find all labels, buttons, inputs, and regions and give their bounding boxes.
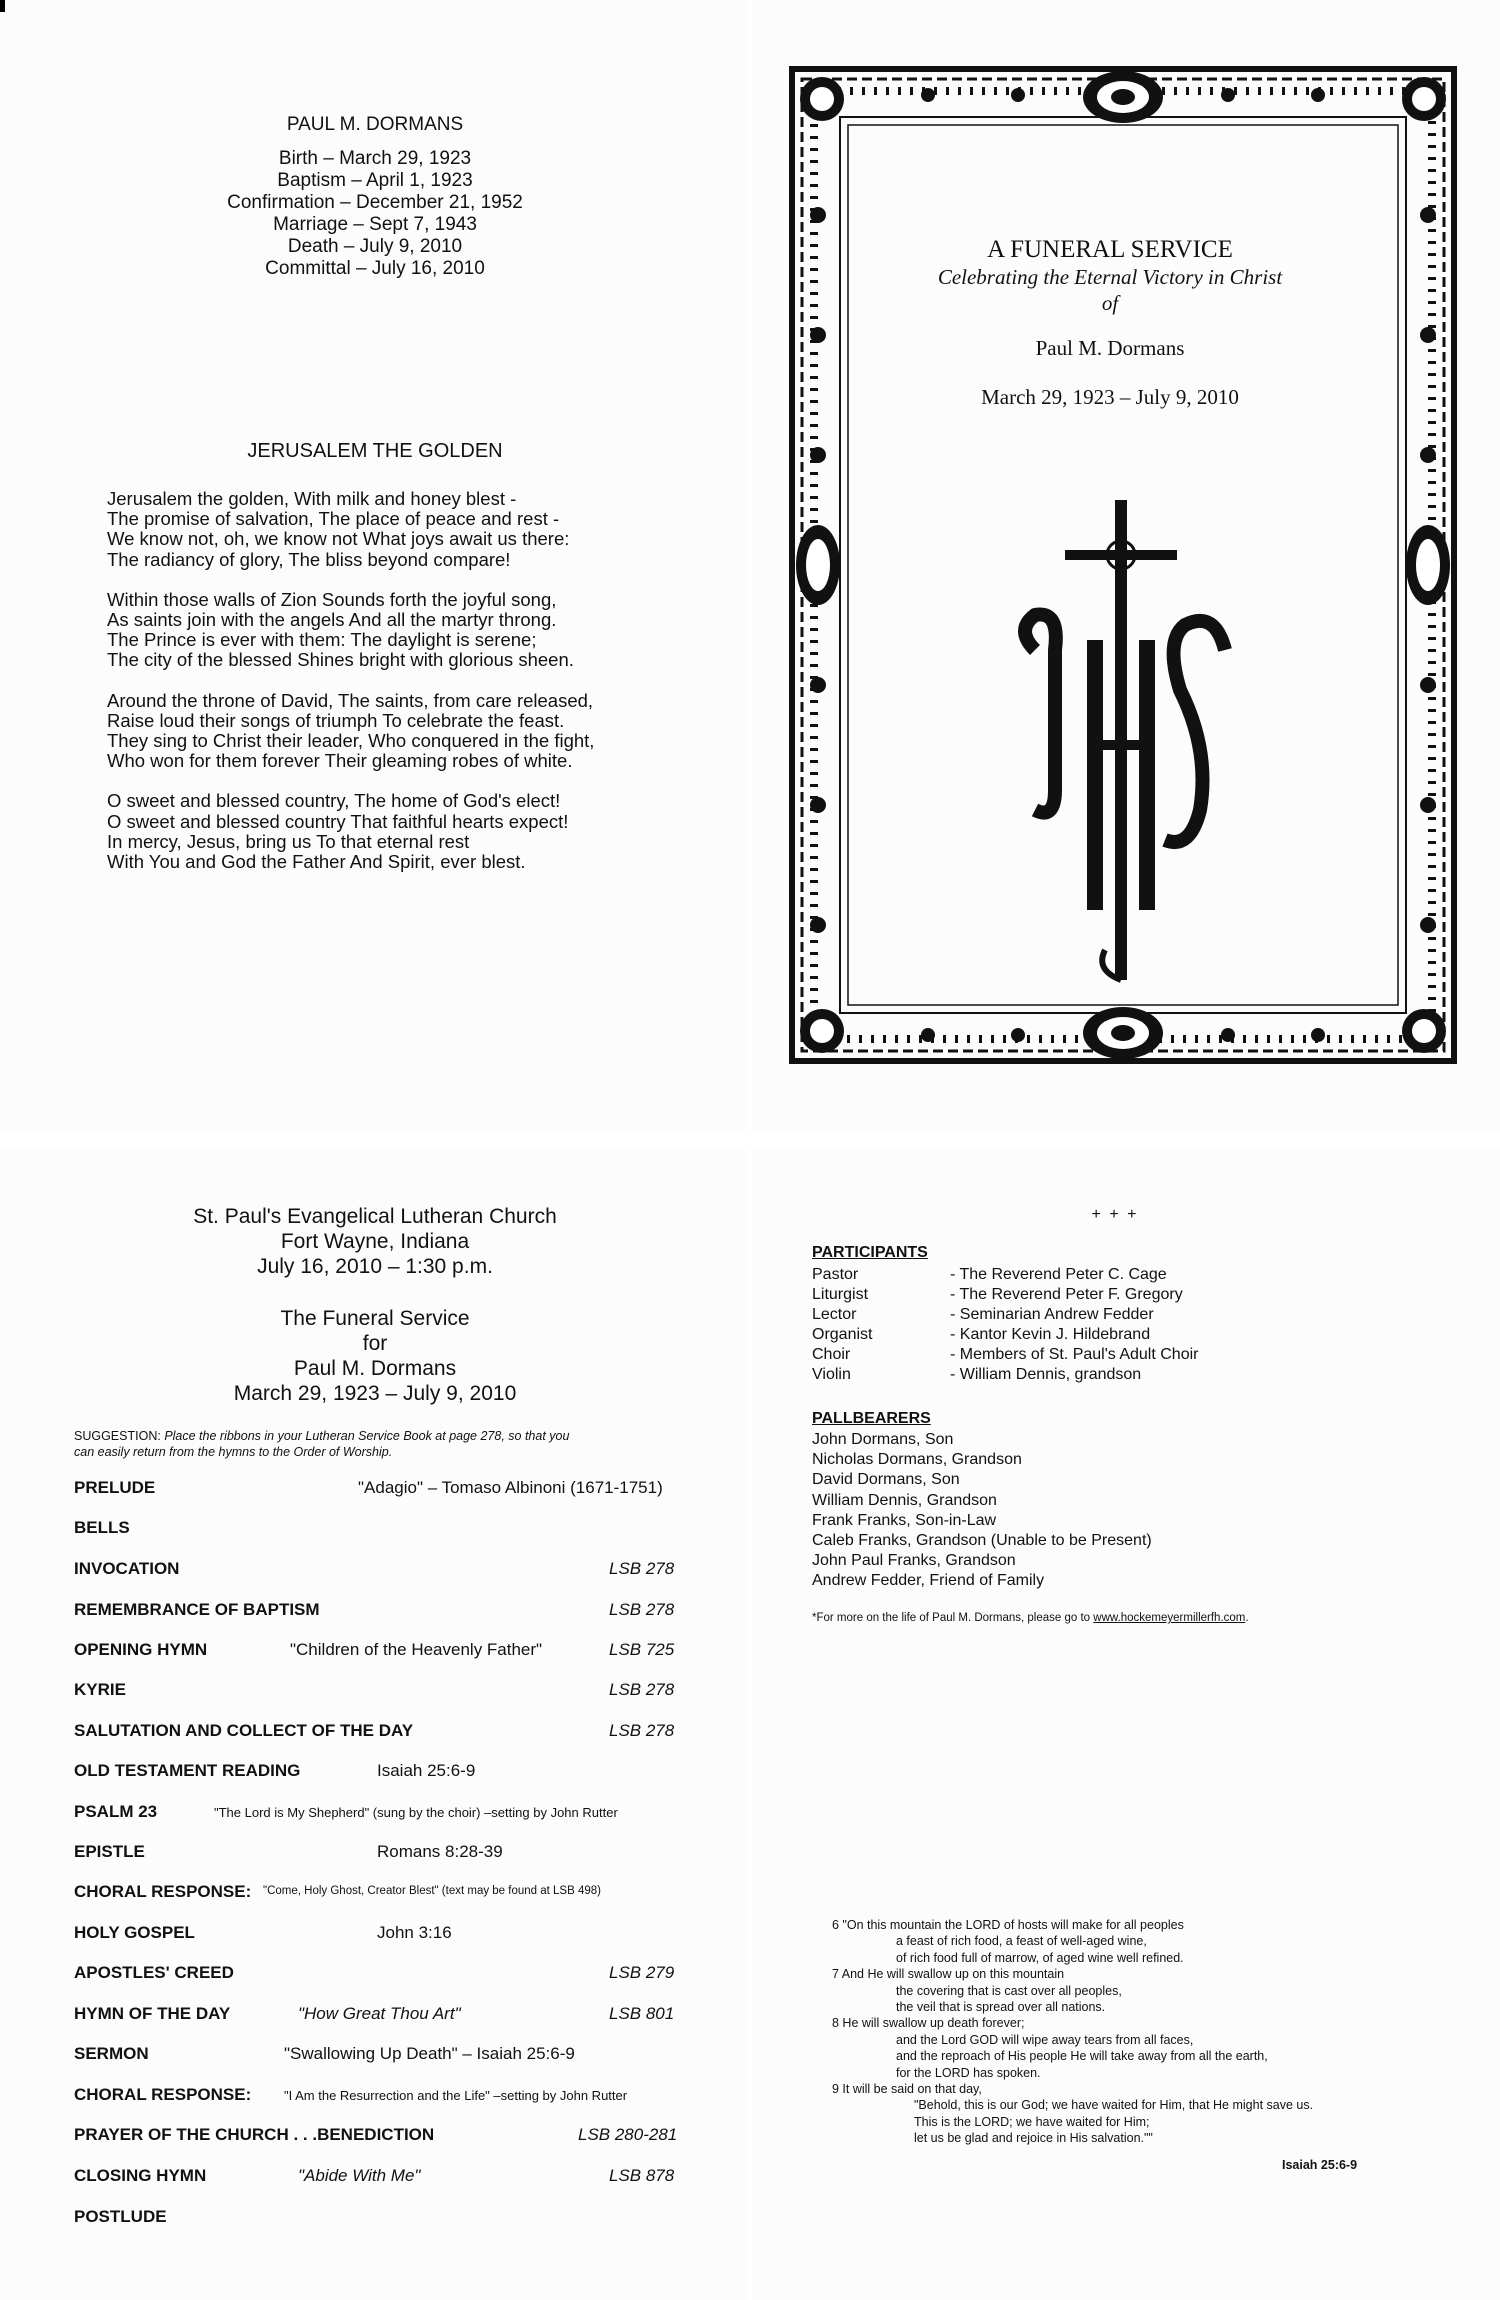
order-item [74,2166,684,2192]
scripture-reference: Isaiah 25:6-9 [1282,2158,1358,2172]
participant-role: Pastor [812,1266,859,1283]
hymn-stanza [107,489,707,570]
church-header [160,1204,590,1279]
hymn-text [107,489,707,872]
order-item [74,1923,684,1949]
order-detail: "Come, Holy Ghost, Creator Blest" (text may be found at LSB 498) [263,1885,601,1897]
order-item [74,1761,684,1787]
hymn-line: The city of the blessed Shines bright with glorious sheen. [107,649,574,671]
cover-text [880,236,1340,410]
hymn-line: Around the throne of David, The saints, from care released, [107,689,594,711]
top-left-mark [0,0,5,12]
hymn-line: With You and God the Father And Spirit, ever blest. [107,851,526,873]
order-label: OPENING HYMN [74,1640,208,1659]
order-item [74,1882,684,1908]
pallbearer-item: David Dormans, Son [812,1471,960,1489]
suggestion-note [74,1428,694,1460]
order-detail: John 3:16 [377,1923,452,1942]
cover-subtitle: Celebrating the Eternal Victory in Christ [937,265,1283,289]
order-detail: Romans 8:28-39 [377,1842,503,1861]
obituary-block [175,114,575,280]
order-ref: LSB 725 [609,1640,675,1659]
order-item [74,2207,684,2233]
cover-name: Paul M. Dormans [1035,336,1185,360]
cover-dates: March 29, 1923 – July 9, 2010 [981,385,1239,409]
obituary-date-line: Death – July 9, 2010 [287,236,463,257]
suggestion-label: SUGGESTION: [74,1429,161,1443]
service-name: Paul M. Dormans [293,1357,457,1380]
order-label: CLOSING HYMN [74,2166,207,2185]
scripture-line: the veil that is spread over all nations. [896,2000,1106,2015]
ihs-monogram-icon [995,490,1245,990]
suggestion-text: Place the ribbons in your Lutheran Service Book at page 278, so that you [164,1429,570,1443]
hymn-line: The Prince is ever with them: The daylight is serene; [107,629,537,651]
obituary-date-line: Confirmation – December 21, 1952 [227,192,523,213]
order-ref: LSB 278 [609,1600,675,1619]
order-item [74,2044,684,2070]
order-ref: LSB 278 [609,1559,675,1578]
order-label: PRAYER OF THE CHURCH . . .BENEDICTION [74,2125,435,2144]
service-title-block [160,1306,590,1406]
participant-name: - Seminarian Andrew Fedder [950,1306,1154,1323]
order-item [74,2085,684,2111]
order-detail: "Adagio" – Tomaso Albinoni (1671-1751) [358,1478,663,1497]
order-label: INVOCATION [74,1559,180,1578]
pallbearer-item: Caleb Franks, Grandson (Unable to be Present) [812,1532,1152,1550]
order-label: BELLS [74,1518,130,1537]
order-ref: LSB 279 [609,1963,675,1982]
hymn-line: Raise loud their songs of triumph To celebrate the feast. [107,709,565,731]
order-ref: LSB 278 [609,1721,675,1740]
scripture-line: the covering that is cast over all peoples, [896,1983,1122,1998]
more-info-note: *For more on the life of Paul M. Dormans, please go to www.hockemeyermillerfh.com. [812,1612,1249,1624]
scripture-line: This is the LORD; we have waited for Him; [914,2114,1150,2129]
pallbearer-item: Frank Franks, Son-in-Law [812,1511,997,1529]
order-ref: LSB 878 [609,2166,675,2185]
order-label: CHORAL RESPONSE: [74,1882,252,1901]
participant-role: Violin [812,1366,851,1383]
hymn-line: O sweet and blessed country, The home of God's elect! [107,790,561,812]
scripture-line: and the Lord GOD will wipe away tears from all faces, [896,2032,1194,2047]
cover-of: of [1101,291,1119,315]
obituary-date-line: Committal – July 16, 2010 [265,258,485,279]
hymn-line: O sweet and blessed country That faithful hearts expect! [107,810,569,832]
service-for: for [362,1332,388,1355]
order-item [74,1518,684,1544]
obituary-date-line: Marriage – Sept 7, 1943 [273,214,477,235]
pallbearer-item: Nicholas Dormans, Grandson [812,1451,1022,1469]
order-detail: "I Am the Resurrection and the Life" –setting by John Rutter [284,2088,628,2103]
scripture-line: and the reproach of His people He will take away from all the earth, [896,2049,1268,2064]
hymn-line: In mercy, Jesus, bring us To that eternal rest [107,830,470,852]
order-item [74,1640,684,1666]
pallbearer-item: John Paul Franks, Grandson [812,1552,1016,1570]
order-item [74,1721,684,1747]
hymn-line: The promise of salvation, The place of peace and rest - [107,508,560,530]
order-item [74,1680,684,1706]
scripture-line: a feast of rich food, a feast of well-aged wine, [896,1934,1147,1949]
order-item [74,2125,684,2151]
hymn-line: We know not, oh, we know not What joys await us there: [107,528,570,550]
order-label: REMEMBRANCE OF BAPTISM [74,1600,320,1619]
hymn-line: They sing to Christ their leader, Who conquered in the fight, [107,730,595,752]
participant-name: - Members of St. Paul's Adult Choir [950,1346,1199,1363]
pallbearer-item: Andrew Fedder, Friend of Family [812,1572,1045,1590]
scripture-line: 7 And He will swallow up on this mountain [832,1967,1065,1982]
obituary-name: PAUL M. DORMANS [286,114,464,135]
church-location: Fort Wayne, Indiana [280,1230,470,1253]
participant-role: Organist [812,1326,873,1343]
crosses-ornament: + + + [1091,1206,1139,1223]
scripture-passage [832,1917,1313,2147]
scripture-line: for the LORD has spoken. [896,2065,1041,2080]
order-detail: "How Great Thou Art" [298,2004,461,2023]
order-detail: "Children of the Heavenly Father" [290,1640,543,1659]
participant-name: - The Reverend Peter C. Cage [950,1266,1167,1283]
hymn-line: Jerusalem the golden, With milk and honey blest - [107,488,517,509]
order-ref: LSB 801 [609,2004,675,2023]
order-label: SALUTATION AND COLLECT OF THE DAY [74,1721,414,1740]
order-detail: Isaiah 25:6-9 [377,1761,476,1780]
order-item [74,1559,684,1585]
obituary-date-line: Birth – March 29, 1923 [278,148,472,169]
pallbearer-item: John Dormans, Son [812,1431,954,1448]
more-info-link[interactable]: www.hockemeyermillerfh.com [1093,1612,1246,1624]
order-label: PSALM 23 [74,1802,158,1821]
hymn-line: The radiancy of glory, The bliss beyond compare! [107,548,511,570]
order-label: POSTLUDE [74,2207,167,2226]
service-dates: March 29, 1923 – July 9, 2010 [233,1382,517,1405]
order-label: CHORAL RESPONSE: [74,2085,252,2104]
participant-name: - The Reverend Peter F. Gregory [950,1286,1183,1303]
hymn-title: JERUSALEM THE GOLDEN [247,440,503,462]
order-label: HYMN OF THE DAY [74,2004,231,2023]
order-detail: "Swallowing Up Death" – Isaiah 25:6-9 [284,2044,575,2063]
participant-name: - Kantor Kevin J. Hildebrand [950,1326,1151,1343]
participant-name: - William Dennis, grandson [950,1366,1142,1383]
order-item [74,1963,684,1989]
hymn-line: Who won for them forever Their gleaming robes of white. [107,750,573,772]
hymn-stanza [107,791,707,872]
scripture-line: 6 "On this mountain the LORD of hosts will make for all peoples [832,1918,1184,1932]
service-datetime: July 16, 2010 – 1:30 p.m. [257,1255,493,1278]
order-label: KYRIE [74,1680,126,1699]
order-ref: LSB 278 [609,1680,675,1699]
scripture-line: 8 He will swallow up death forever; [832,2016,1025,2031]
order-detail: "The Lord is My Shepherd" (sung by the choir) –setting by John Rutter [214,1805,618,1820]
participant-role: Lector [812,1306,857,1323]
order-item [74,1600,684,1626]
order-label: OLD TESTAMENT READING [74,1761,301,1780]
participant-role: Liturgist [812,1286,869,1303]
suggestion-text: can easily return from the hymns to the Order of Worship. [74,1445,393,1459]
hymn-stanza [107,691,707,772]
participants-heading: PARTICIPANTS [812,1244,928,1261]
cover-title: A FUNERAL SERVICE [987,236,1233,263]
order-label: EPISTLE [74,1842,145,1861]
pallbearers-heading: PALLBEARERS [812,1410,931,1427]
order-item [74,2004,684,2030]
more-info-text: *For more on the life of Paul M. Dormans, please go to [812,1612,1091,1624]
hymn-line: As saints join with the angels And all the martyr throng. [107,609,557,631]
hymn-line: Within those walls of Zion Sounds forth the joyful song, [107,588,557,610]
hymn-stanza [107,590,707,671]
order-detail: "Abide With Me" [298,2166,421,2185]
service-title: The Funeral Service [280,1307,470,1330]
participant-role: Choir [812,1346,851,1363]
scripture-line: "Behold, this is our God; we have waited for Him, that He might save us. [914,2098,1314,2113]
order-item [74,1842,684,1868]
church-name: St. Paul's Evangelical Lutheran Church [193,1205,557,1228]
scripture-line: of rich food full of marrow, of aged wine well refined. [896,1950,1184,1965]
pallbearers-list [812,1430,1152,1592]
order-label: HOLY GOSPEL [74,1923,195,1942]
scripture-line: 9 It will be said on that day, [832,2082,982,2097]
order-ref: LSB 280-281 [578,2125,678,2144]
order-item [74,1802,684,1828]
obituary-date-line: Baptism – April 1, 1923 [277,170,473,191]
scripture-line: let us be glad and rejoice in His salvation."" [914,2131,1153,2146]
order-item [74,1478,684,1504]
order-label: APOSTLES' CREED [74,1963,234,1982]
pallbearer-item: William Dennis, Grandson [812,1491,997,1509]
order-label: PRELUDE [74,1478,156,1497]
order-label: SERMON [74,2044,149,2063]
